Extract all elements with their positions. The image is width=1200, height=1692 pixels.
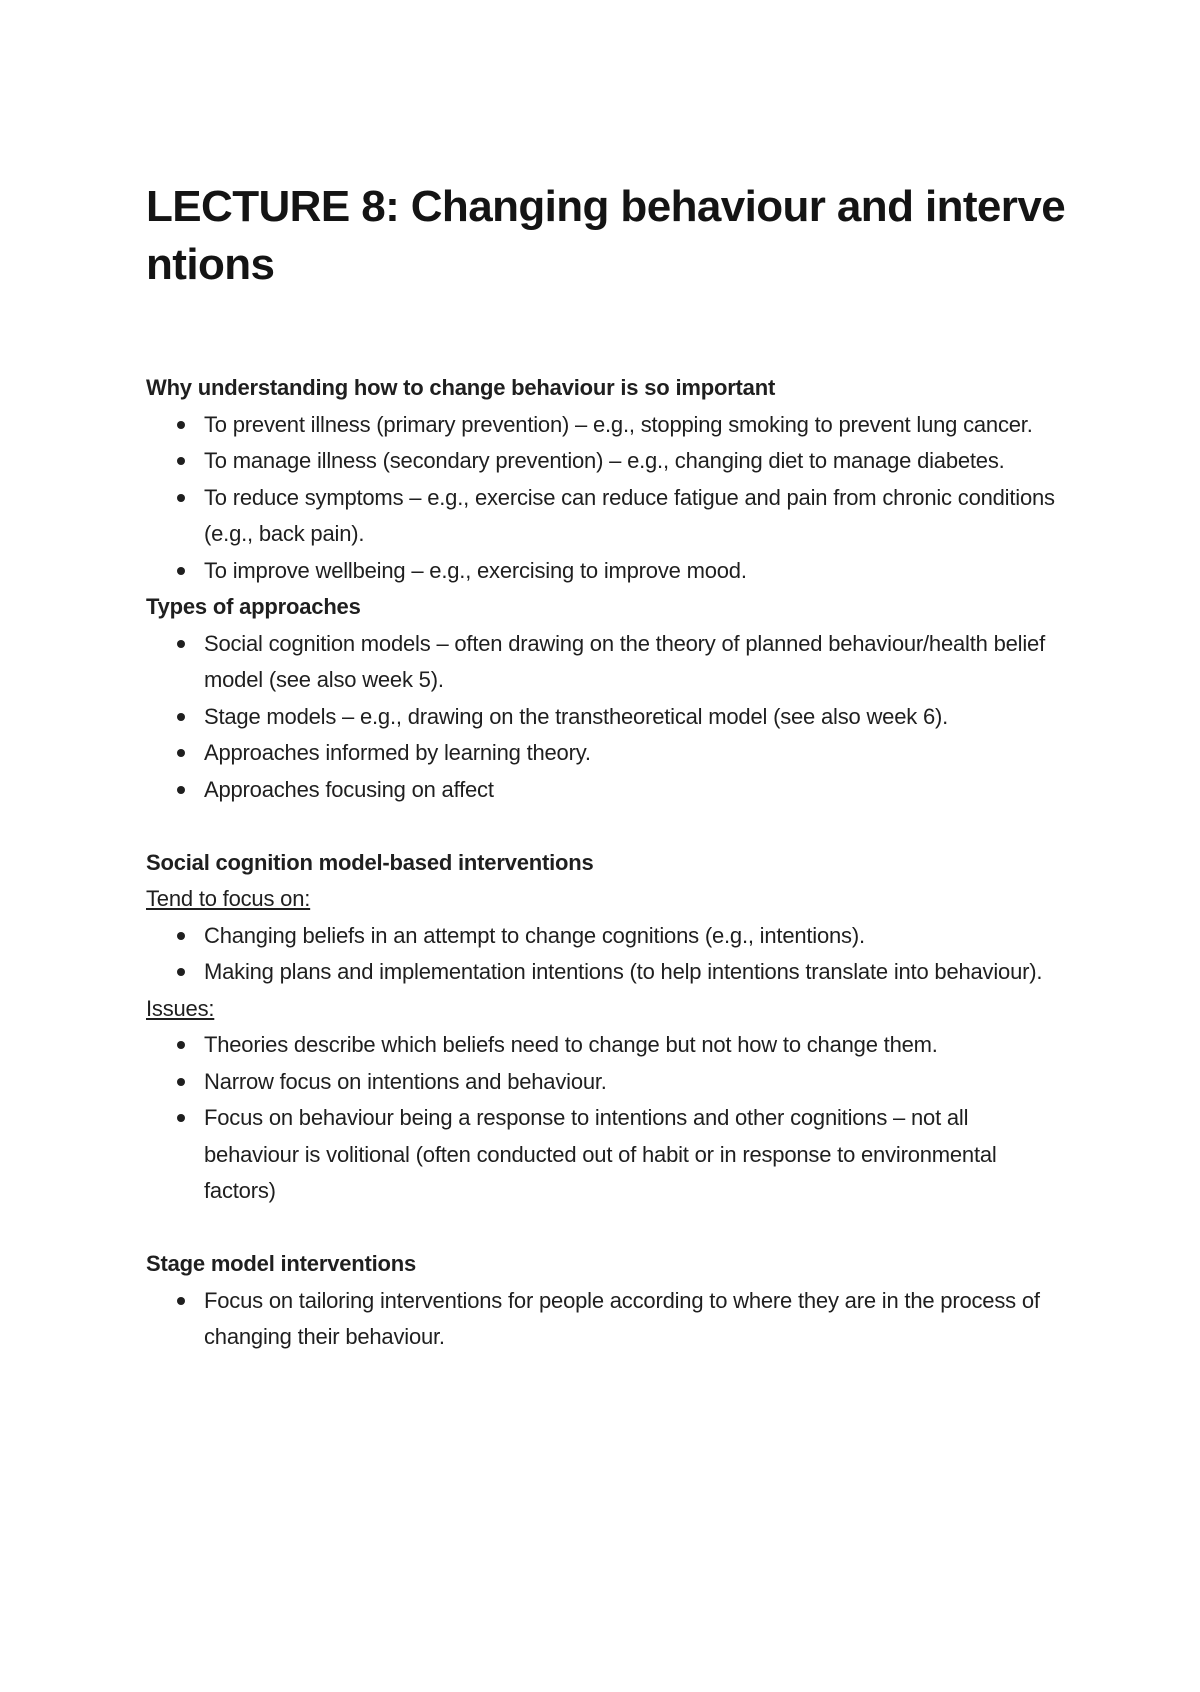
section-spacer xyxy=(146,1210,1066,1247)
bullet-list-types-of-approaches xyxy=(146,626,1066,809)
bullet-icon xyxy=(177,494,185,502)
bullet-list-issues xyxy=(146,1027,1066,1210)
sublabel-issues: Issues: xyxy=(146,995,215,1021)
list-item: To reduce symptoms – e.g., exercise can reduce fatigue and pain from chronic conditions (e.g., back pain). xyxy=(204,480,1066,553)
list-item: Changing beliefs in an attempt to change cognitions (e.g., intentions). xyxy=(204,918,1066,955)
bullet-list-why-change xyxy=(146,407,1066,590)
sublabel-tend-to-focus-on: Tend to focus on: xyxy=(146,886,311,911)
document-body xyxy=(146,370,1066,1356)
list-item: To prevent illness (primary prevention) – e.g., stopping smoking to prevent lung cancer. xyxy=(204,407,1066,444)
list-item: Social cognition models – often drawing on the theory of planned behaviour/health belief model (see also week 5). xyxy=(204,626,1066,699)
bullet-icon xyxy=(177,749,185,757)
bullet-icon xyxy=(177,1078,185,1086)
section-heading-stage-model: Stage model interventions xyxy=(146,1251,417,1276)
list-item: Making plans and implementation intentions (to help intentions translate into behaviour). xyxy=(204,954,1066,991)
bullet-icon xyxy=(177,968,185,976)
bullet-icon xyxy=(177,786,185,794)
list-item: Narrow focus on intentions and behaviour. xyxy=(204,1064,1066,1101)
bullet-list-stage-model xyxy=(146,1283,1066,1356)
bullet-icon xyxy=(177,1041,185,1049)
bullet-icon xyxy=(177,1114,185,1122)
page-title: LECTURE 8: Changing behaviour and interventions xyxy=(146,182,1066,289)
list-item: To improve wellbeing – e.g., exercising to improve mood. xyxy=(204,553,1066,590)
bullet-icon xyxy=(177,640,185,648)
bullet-icon xyxy=(177,567,185,575)
bullet-icon xyxy=(177,932,185,940)
section-spacer xyxy=(146,808,1066,845)
section-heading-why-change: Why understanding how to change behaviour is so important xyxy=(146,375,776,400)
list-item: Approaches informed by learning theory. xyxy=(204,735,1066,772)
section-heading-social-cognition: Social cognition model-based interventions xyxy=(146,849,594,875)
list-item: Stage models – e.g., drawing on the transtheoretical model (see also week 6). xyxy=(204,699,1066,736)
list-item: To manage illness (secondary prevention) – e.g., changing diet to manage diabetes. xyxy=(204,443,1066,480)
list-item: Focus on behaviour being a response to intentions and other cognitions – not all behaviour is volitional (often conducted out of habit or in response to environmental factors) xyxy=(204,1100,1066,1210)
list-item: Theories describe which beliefs need to change but not how to change them. xyxy=(204,1027,1066,1064)
document-page xyxy=(146,178,1066,1356)
bullet-icon xyxy=(177,457,185,465)
bullet-icon xyxy=(177,1297,185,1305)
bullet-list-focus xyxy=(146,918,1066,991)
bullet-icon xyxy=(177,421,185,429)
section-heading-types-of-approaches: Types of approaches xyxy=(146,594,361,619)
list-item: Focus on tailoring interventions for people according to where they are in the process of changing their behaviour. xyxy=(204,1283,1066,1356)
bullet-icon xyxy=(177,713,185,721)
list-item: Approaches focusing on affect xyxy=(204,772,1066,809)
